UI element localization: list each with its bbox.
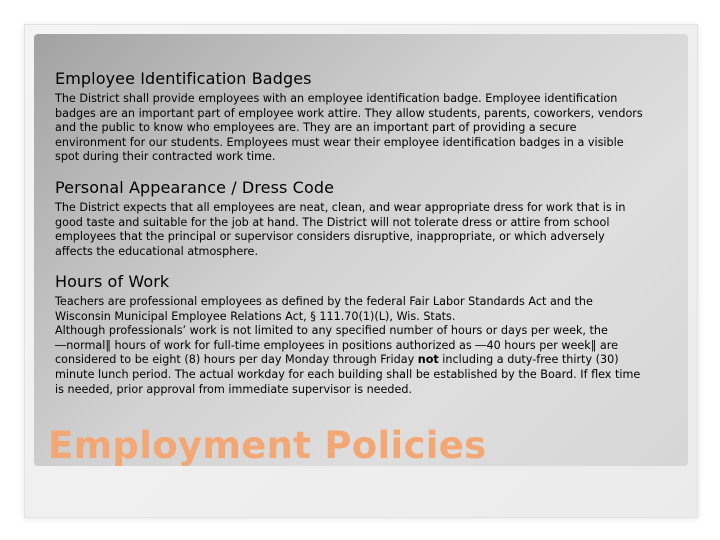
section-heading: Personal Appearance / Dress Code bbox=[55, 178, 335, 197]
section-heading: Employee Identification Badges bbox=[55, 69, 312, 88]
section-dress-code bbox=[55, 178, 645, 259]
slide-title: Employment Policies bbox=[48, 424, 487, 467]
body-line-1: Teachers are professional employees as defined by the federal Fair Labor Standards Act and the Wisconsin Municipal Employee Relations Act, § 111.70(1)(L), Wis. Stats. bbox=[55, 295, 593, 323]
body-line-2-post: including a duty-free thirty (30) minute lunch period. The actual workday for each building shall be established by the Board. If flex time is needed, prior approval from immediate supervisor is needed. bbox=[55, 353, 641, 396]
body-line-2-pre: Although professionals’ work is not limited to any specified number of hours or days per week, the ―normal‖ hours of work for full-time employees in positions authorized as ―40 hours per week‖ are considered to be eight (8) hours per day Monday through Friday bbox=[55, 324, 619, 367]
body-line-2-bold: not bbox=[417, 353, 439, 367]
section-body: The District expects that all employees are neat, clean, and wear appropriate dress for work that is in good taste and suitable for the job at hand. The District will not tolerate dress or attire from school employees that the principal or supervisor considers disruptive, inappropriate, or which adversely affects the educational atmosphere. bbox=[55, 201, 626, 258]
section-body: The District shall provide employees with an employee identification badge. Employee identification badges are an important part of employee work attire. They allow students, parents, coworkers, vendors and the public to know who employees are. They are an important part of providing a secure environment for our students. Employees must wear their employee identification badges in a visible spot during their contracted work time. bbox=[55, 92, 643, 164]
section-hours-of-work bbox=[55, 272, 645, 397]
section-heading: Hours of Work bbox=[55, 272, 170, 291]
section-body bbox=[55, 295, 645, 397]
section-id-badges bbox=[55, 69, 645, 165]
